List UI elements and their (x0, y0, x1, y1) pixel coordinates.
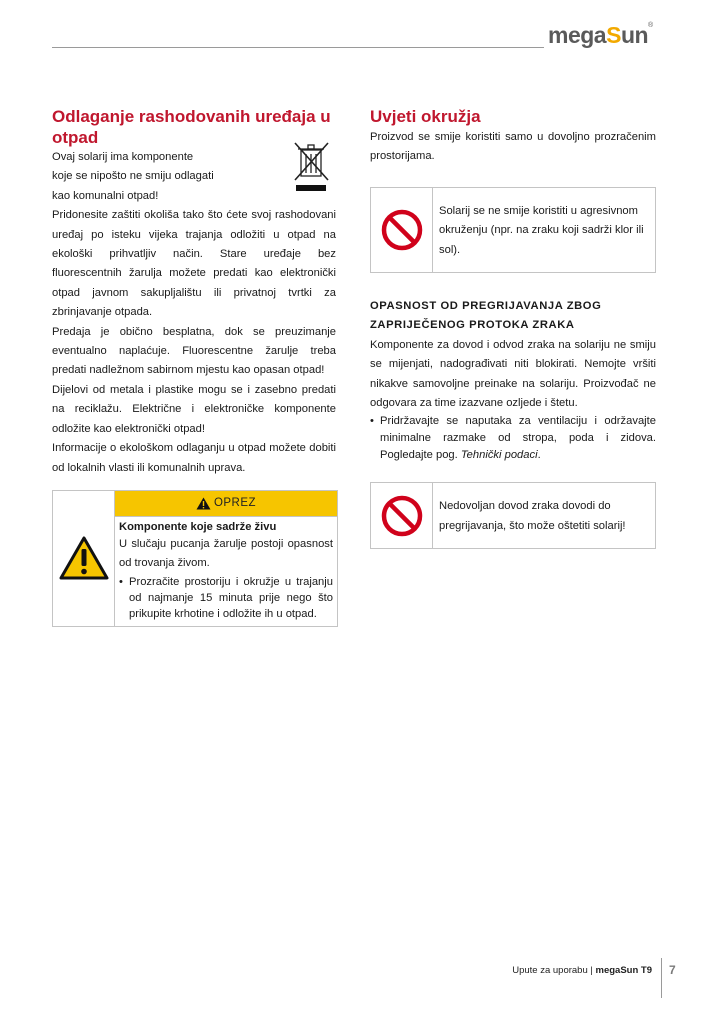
danger-heading: OPASNOST OD PREGRIJAVANJA ZBOG ZAPRIJEČENOG PROTOKA ZRAKA (370, 300, 602, 332)
caution-content (115, 491, 337, 626)
notice-icon-cell (371, 188, 433, 272)
footer: Upute za uporabu | megaSun T9 (512, 965, 652, 976)
right-column (370, 106, 656, 549)
caution-bullet: • Prozračite prostoriju i okružje u trajanju od najmanje 15 minuta prije nego što prikupite krhotine i odložite ih u otpad. (119, 574, 333, 622)
notice-box-aggressive (370, 187, 656, 273)
environment-title: Uvjeti okružja (370, 107, 481, 126)
left-column (52, 106, 336, 627)
small-warning-icon (196, 497, 211, 510)
megasun-logo: megaSun® (548, 22, 653, 48)
danger-text: Komponente za dovod i odvod zraka na solariju ne smiju se mijenjati, nadograđivati niti blokirati. Nemojte vršiti nikakve samovoljne preinake na solariju. Proizvođač ne odgovara za time izazvane ozljede i štetu. (370, 338, 656, 410)
disposal-paragraph: Dijelovi od metala i plastike mogu se i zasebno predati na reciklažu. Električne i elektroničke komponente odložite kao elektronički otpad! (52, 383, 336, 435)
caution-body (115, 517, 337, 626)
caution-header (115, 491, 337, 517)
caution-label: OPREZ (213, 497, 257, 510)
environment-intro: Proizvod se smije koristiti samo u dovoljno prozračenim prostorijama. (370, 131, 656, 163)
intro-line: kao komunalni otpad! (52, 189, 159, 202)
ventilation-bullet: • Pridržavajte se naputaka za ventilaciju i održavajte minimalne razmake od stropa, poda i zidova. Pogledajte pog. Tehnički podaci. (370, 413, 656, 464)
notice-icon-cell (371, 483, 433, 548)
notice-text: Solarij se ne smije koristiti u agresivnom okruženju (npr. na zraku koji sadrži klor ili sol). (439, 204, 644, 256)
notice-box-airflow (370, 482, 656, 549)
warning-triangle-icon (59, 536, 109, 580)
intro-line: koje se nipošto ne smiju odlagati (52, 170, 214, 183)
caution-text: U slučaju pucanja žarulje postoji opasnost od trovanja živom. (119, 537, 333, 570)
footer-divider (661, 958, 662, 998)
notice-text: Nedovoljan dovod zraka dovodi do pregrijavanja, što može oštetiti solarij! (439, 500, 626, 532)
caution-box (52, 490, 338, 627)
disposal-intro (52, 148, 336, 206)
intro-line: Ovaj solarij ima komponente (52, 151, 194, 163)
header-rule (52, 47, 544, 48)
caution-title: Komponente koje sadrže živu (119, 520, 277, 533)
disposal-paragraph: Informacije o ekološkom odlaganju u otpad možete dobiti od lokalnih vlasti ili komunalnih uprava. (52, 442, 336, 474)
caution-icon-cell (53, 491, 115, 626)
prohibition-icon (381, 495, 423, 537)
disposal-paragraph: Pridonesite zaštiti okoliša tako što ćete svoj rashodovani uređaj po isteku vijeka trajanja odložiti u otpad na ekološki prihvatljiv način. Stare uređaje bez fluorescentnih žarulja možete predati kao elektronički otpad javnom sakupljalištu ili privatnoj tvrtki za zbrinjavanje otpada. (52, 209, 336, 319)
page-number: 7 (669, 963, 676, 977)
disposal-paragraph: Predaja je obično besplatna, dok se preuzimanje eventualno naplaćuje. Fluorescentne žarulje treba predati nadležnom sabirnom mjestu kao opasan otpad! (52, 325, 336, 377)
disposal-title: Odlaganje rashodovanih uređaja u otpad (52, 107, 331, 147)
prohibition-icon (381, 209, 423, 251)
crossed-bin-icon (292, 138, 332, 194)
